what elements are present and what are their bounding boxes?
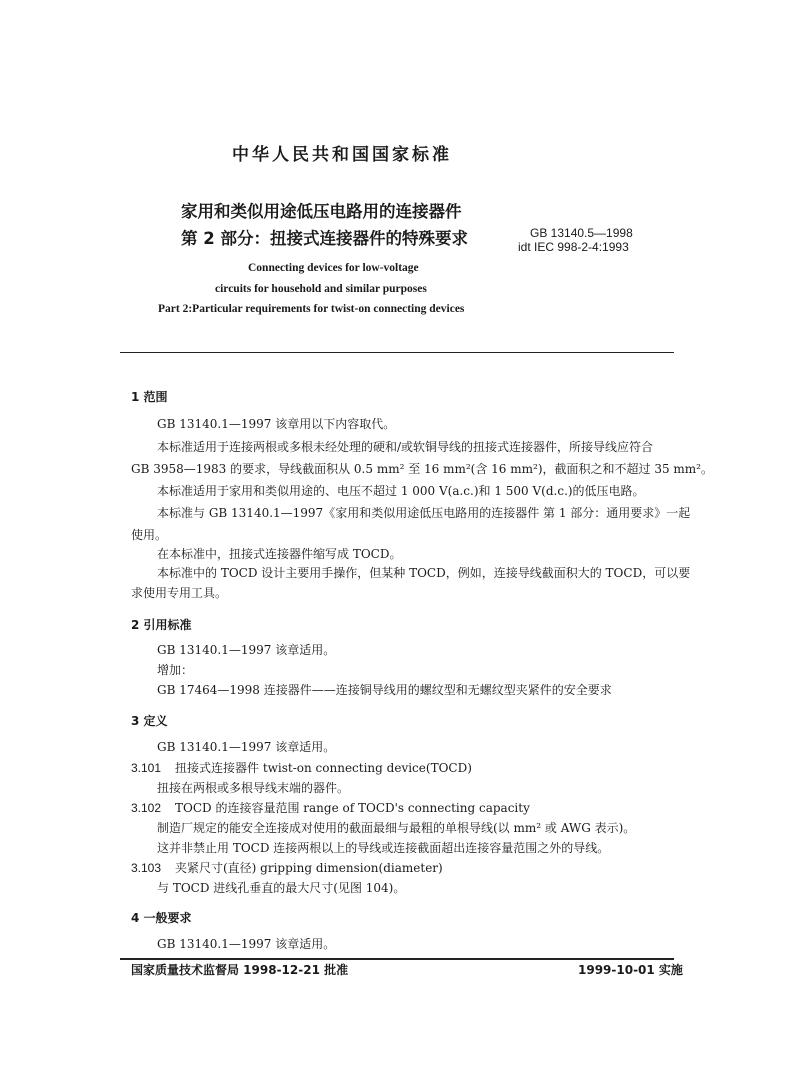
section-4-heading: 4 一般要求: [131, 911, 192, 925]
section-1-paragraph: GB 3958—1983 的要求，导线截面积从 0.5 mm² 至 16 mm²(含 16 mm²)，截面积之和不超过 35 mm²。: [131, 462, 713, 476]
idt-code: idt IEC 998-2-4:1993: [518, 240, 629, 254]
clause-body: 扭接在两根或多根导线末端的器件。: [157, 781, 350, 795]
approval-date: 国家质量技术监督局 1998-12-21 批准: [131, 963, 349, 977]
clause-body: 与 TOCD 进线孔垂直的最大尺寸(见图 104)。: [157, 881, 406, 895]
section-4-paragraph: GB 13140.1—1997 该章适用。: [157, 937, 336, 951]
clause-number: 3.103: [131, 861, 162, 875]
section-2-paragraph: GB 17464—1998 连接器件——连接铜导线用的螺纹型和无螺纹型夹紧件的安全要求: [157, 683, 612, 697]
english-title-line-2: circuits for household and similar purposes: [215, 283, 427, 295]
section-1-paragraph: 本标准适用于家用和类似用途的、电压不超过 1 000 V(a.c.)和 1 500 V(d.c.)的低压电路。: [157, 484, 645, 498]
clause-body: 这并非禁止用 TOCD 连接两根以上的导线或连接截面超出连接容量范围之外的导线。: [157, 841, 610, 855]
chinese-title-line-2: 第 2 部分：扭接式连接器件的特殊要求: [181, 229, 468, 248]
section-1-paragraph: GB 13140.1—1997 该章用以下内容取代。: [157, 417, 396, 431]
section-1-heading: 1 范围: [131, 390, 168, 404]
footer-divider: [120, 958, 674, 960]
clause-body: 制造厂规定的能安全连接成对使用的截面最细与最粗的单根导线(以 mm² 或 AWG 表示)。: [157, 821, 636, 835]
clause-title: 扭接式连接器件 twist-on connecting device(TOCD): [175, 761, 472, 775]
effective-date: 1999-10-01 实施: [578, 963, 683, 977]
english-title-line-3: Part 2:Particular requirements for twist-on connecting devices: [158, 303, 465, 315]
section-1-paragraph: 本标准适用于连接两根或多根未经处理的硬和/或软铜导线的扭接式连接器件，所接导线应符合: [157, 440, 654, 454]
section-1-paragraph: 在本标准中，扭接式连接器件缩写成 TOCD。: [157, 547, 402, 561]
national-standard-title: 中华人民共和国国家标准: [232, 145, 452, 165]
header-divider: [120, 352, 674, 353]
section-3-heading: 3 定义: [131, 714, 168, 728]
clause-title: TOCD 的连接容量范围 range of TOCD's connecting capacity: [175, 801, 530, 815]
section-2-paragraph: GB 13140.1—1997 该章适用。: [157, 643, 336, 657]
section-1-paragraph: 本标准中的 TOCD 设计主要用手操作，但某种 TOCD，例如，连接导线截面积大的 TOCD，可以要: [157, 566, 691, 580]
section-1-paragraph: 求使用专用工具。: [131, 586, 228, 600]
section-2-heading: 2 引用标准: [131, 618, 192, 632]
standard-code: GB 13140.5—1998: [530, 226, 633, 240]
clause-number: 3.101: [131, 761, 162, 775]
clause-title: 夹紧尺寸(直径) gripping dimension(diameter): [175, 861, 443, 875]
section-1-paragraph: 本标准与 GB 13140.1—1997《家用和类似用途低压电路用的连接器件 第 1 部分：通用要求》一起: [157, 506, 691, 520]
chinese-title-line-1: 家用和类似用途低压电路用的连接器件: [181, 202, 462, 221]
clause-number: 3.102: [131, 801, 162, 815]
english-title-line-1: Connecting devices for low-voltage: [248, 262, 419, 274]
section-2-paragraph: 增加：: [157, 663, 194, 677]
section-3-paragraph: GB 13140.1—1997 该章适用。: [157, 740, 336, 754]
section-1-paragraph: 使用。: [131, 528, 168, 542]
